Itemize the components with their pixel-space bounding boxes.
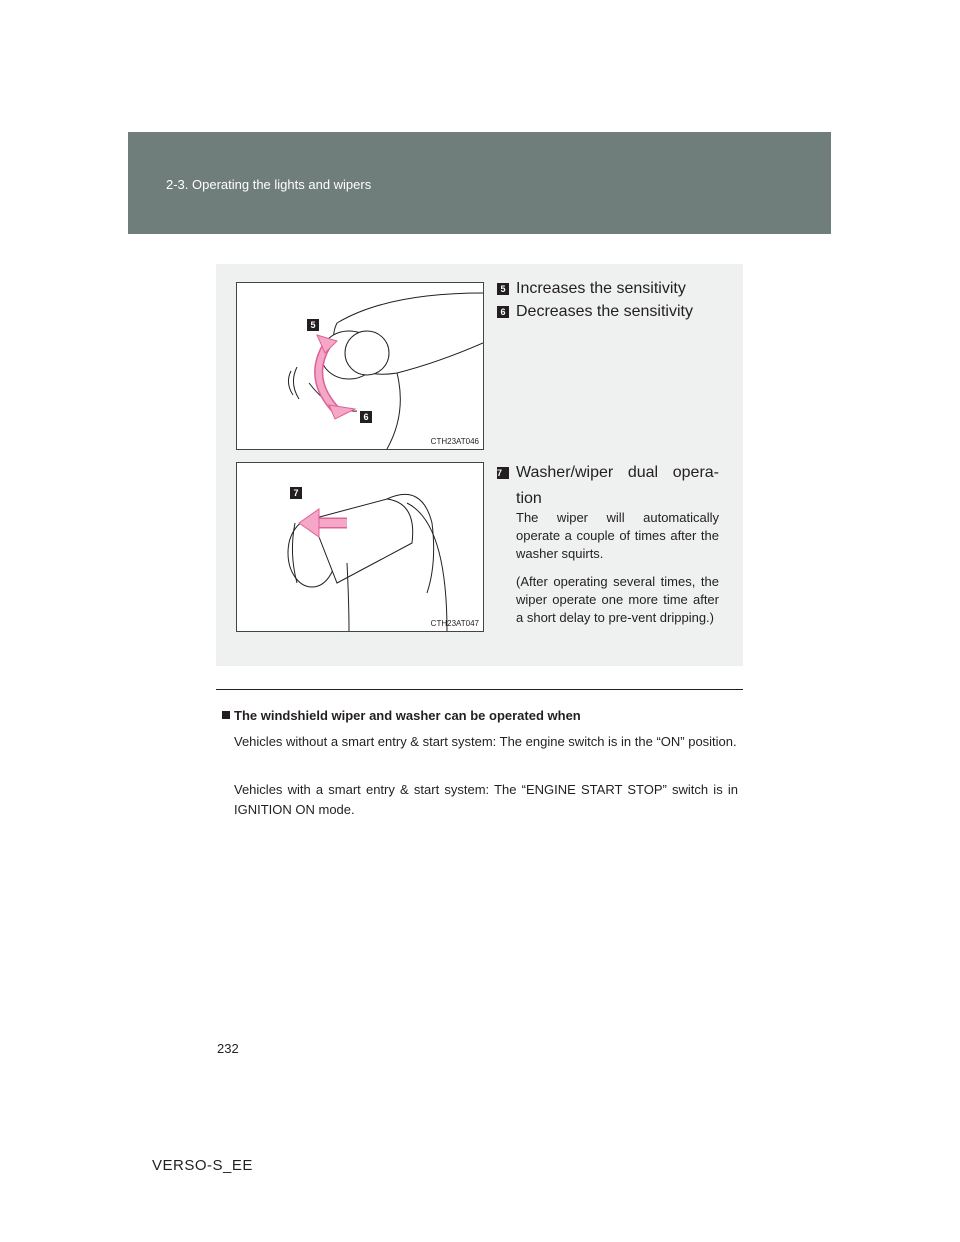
note-heading: [222, 708, 581, 723]
item-number-badge: 7: [497, 467, 509, 479]
illustration-caption: CTH23AT047: [430, 619, 479, 628]
item-description-note: (After operating several times, the wiper operate one more time after a short delay to pre-vent dripping.): [516, 574, 719, 625]
note-title-text: The windshield wiper and washer can be operated when: [234, 708, 581, 723]
illustration-sensitivity: [236, 282, 484, 450]
illustration-dual-operation: [236, 462, 484, 632]
illustration-caption: CTH23AT046: [430, 437, 479, 446]
label-7: 7: [290, 487, 302, 499]
item-title-line1: Washer/wiper dual opera-: [516, 464, 719, 481]
model-code: VERSO-S_EE: [152, 1157, 253, 1174]
item-description: The wiper will automatically operate a couple of times after the washer squirts.: [516, 510, 719, 561]
item-decrease-sensitivity: [497, 301, 693, 323]
note-paragraph: Vehicles without a smart entry & start system: The engine switch is in the “ON” position.: [234, 734, 737, 749]
wiper-lever-drawing: [237, 283, 483, 449]
item-title: Increases the sensitivity: [516, 280, 686, 297]
label-5: 5: [307, 319, 319, 331]
section-title: 2-3. Operating the lights and wipers: [166, 177, 372, 192]
item-dual-operation: [497, 460, 719, 512]
item-number-badge: 5: [497, 283, 509, 295]
label-6: 6: [360, 411, 372, 423]
item-title-line2: tion: [516, 490, 542, 507]
item-title: Decreases the sensitivity: [516, 303, 693, 320]
section-header: [128, 132, 831, 234]
item-number-badge: 6: [497, 306, 509, 318]
divider: [216, 689, 743, 690]
page-number: 232: [217, 1041, 239, 1056]
wiper-lever-pull-drawing: [237, 463, 483, 631]
item-increase-sensitivity: [497, 278, 686, 300]
note-paragraph: Vehicles with a smart entry & start system: The “ENGINE START STOP” switch is in IGNITION ON mode.: [234, 782, 738, 817]
bullet-square-icon: [222, 711, 230, 719]
